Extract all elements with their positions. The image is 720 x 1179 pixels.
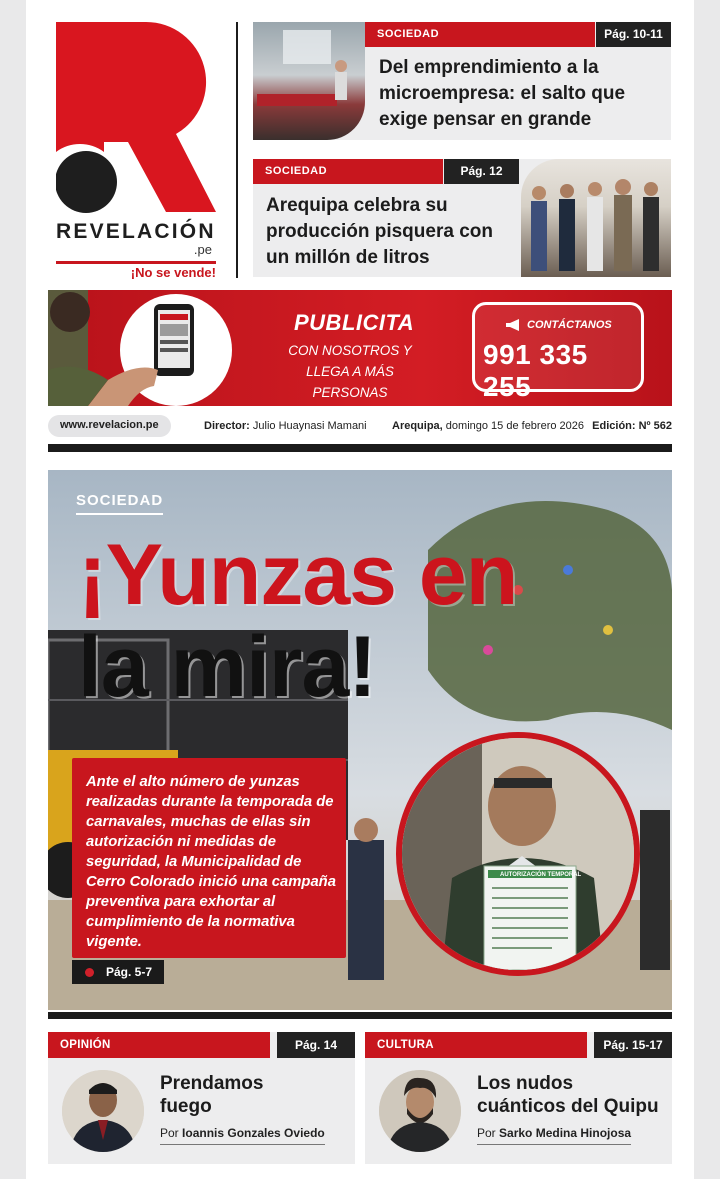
- column-byline: [160, 1126, 325, 1145]
- feature-official-portrait: [396, 732, 640, 976]
- ad-phone-number[interactable]: 991 335 255: [483, 339, 588, 402]
- dateline: [392, 420, 584, 432]
- byline-prefix: Por: [160, 1126, 179, 1140]
- brand-name: REVELACIÓN: [56, 220, 216, 243]
- column-byline: [477, 1126, 631, 1145]
- director-label: Director:: [204, 420, 250, 432]
- ad-hand-phone-illustration: [48, 290, 248, 406]
- feature-page-ref[interactable]: [72, 960, 164, 984]
- culture-column[interactable]: [365, 1032, 672, 1164]
- story-page-ref: Pág. 12: [444, 159, 519, 184]
- main-feature[interactable]: [48, 470, 672, 1010]
- ad-banner[interactable]: [48, 290, 672, 406]
- megaphone-icon: [505, 318, 523, 332]
- column-page-ref: Pág. 15-17: [594, 1032, 672, 1058]
- column-section-label: CULTURA: [365, 1032, 587, 1058]
- feature-section-label: SOCIEDAD: [76, 492, 163, 515]
- column-title: Prendamos fuego: [160, 1073, 264, 1117]
- top-story-1[interactable]: [253, 22, 671, 140]
- feature-headline-line1: ¡Yunzas en: [78, 527, 518, 623]
- column-page-ref: Pág. 14: [277, 1032, 355, 1058]
- brand-underline: [56, 261, 216, 264]
- column-section-label: OPINIÓN: [48, 1032, 270, 1058]
- author-avatar: [62, 1070, 144, 1152]
- ad-title: PUBLICITA: [294, 310, 415, 335]
- newspaper-page: [26, 0, 694, 1179]
- logo-r-mark: [56, 22, 216, 222]
- story-photo-pisco-event: [521, 159, 671, 277]
- byline-author: Sarko Medina Hinojosa: [499, 1126, 632, 1140]
- bullet-dot-icon: [85, 968, 94, 977]
- story-section-label: SOCIEDAD: [365, 22, 595, 47]
- masthead-divider: [236, 22, 238, 278]
- story-headline: Del emprendimiento a la microempresa: el salto que exige pensar en grande: [379, 57, 626, 130]
- brand-suffix: .pe: [193, 242, 212, 257]
- top-story-2[interactable]: [253, 159, 671, 277]
- dateline-date: domingo 15 de febrero 2026: [445, 420, 585, 432]
- section-rule: [48, 444, 672, 452]
- story-page-ref: Pág. 10-11: [596, 22, 671, 47]
- website-url[interactable]: www.revelacion.pe: [48, 415, 171, 437]
- brand-slogan: ¡No se vende!: [130, 265, 216, 280]
- edition-number: Edición: Nº 562: [592, 420, 672, 432]
- dateline-city: Arequipa,: [392, 420, 443, 432]
- ad-subtitle: CON NOSOTROS Y LLEGA A MÁS PERSONAS: [288, 343, 412, 400]
- story-photo-conference: [253, 22, 365, 140]
- edition-info-bar: [48, 414, 672, 438]
- document-label: AUTORIZACIÓN TEMPORAL: [500, 872, 582, 878]
- director-name: Julio Huaynasi Mamani: [252, 420, 367, 432]
- story-section-label: SOCIEDAD: [253, 159, 443, 184]
- masthead-logo[interactable]: [56, 22, 216, 280]
- feature-headline-line2: la mira!: [78, 619, 376, 715]
- byline-author: Ioannis Gonzales Oviedo: [182, 1126, 325, 1140]
- byline-prefix: Por: [477, 1126, 496, 1140]
- ad-contact-box[interactable]: [472, 302, 644, 402]
- story-headline: Arequipa celebra su producción pisquera con un millón de litros: [266, 195, 493, 268]
- opinion-column[interactable]: [48, 1032, 355, 1164]
- author-avatar: [379, 1070, 461, 1152]
- section-rule-bottom: [48, 1012, 672, 1019]
- feature-summary: Ante el alto número de yunzas realizadas durante la temporada de carnavales, muchas de ellas sin autorización ni medidas de seguridad, la Municipalidad de Cerro Colorado inició una campaña preventiva para exhortar al cumplimiento de la normativa vigente.: [72, 758, 346, 958]
- column-title: Los nudos cuánticos del Quipu: [477, 1073, 659, 1117]
- feature-page-label: Pág. 5-7: [106, 965, 153, 979]
- ad-cta: CONTÁCTANOS: [527, 319, 612, 331]
- director-credit: [204, 420, 367, 432]
